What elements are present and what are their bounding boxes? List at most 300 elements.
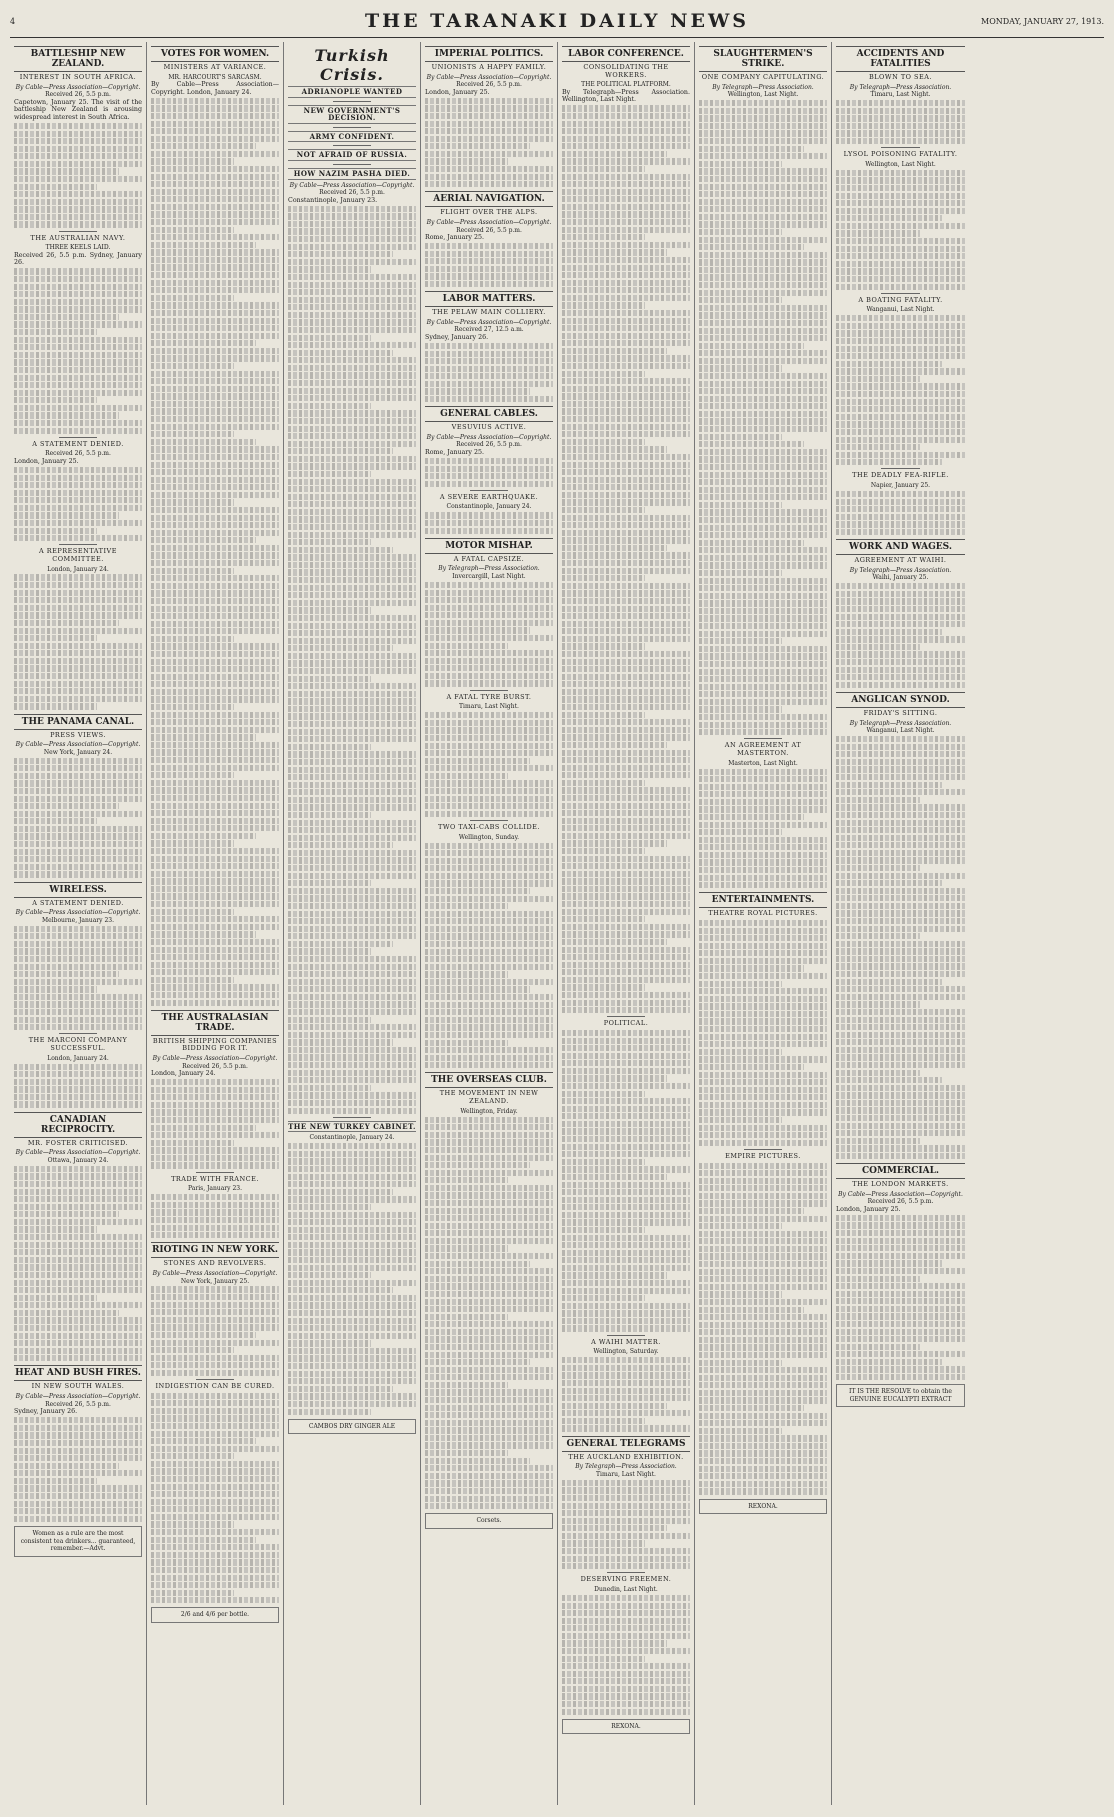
text-line [14, 1024, 142, 1030]
text-line [425, 1040, 508, 1046]
text-line [562, 1487, 690, 1493]
text-line [699, 585, 827, 591]
text-line [699, 206, 827, 212]
text-line [836, 644, 920, 650]
article-dateline: Constantinople, January 24. [309, 1134, 395, 1142]
text-line [562, 355, 690, 361]
text-line [562, 750, 690, 756]
article [425, 406, 553, 487]
text-line [288, 441, 416, 447]
article-body-lines [425, 243, 553, 287]
text-line [151, 1286, 279, 1292]
text-line [699, 184, 827, 190]
text-line [288, 509, 416, 515]
text-line [425, 1132, 553, 1138]
text-line [288, 1378, 416, 1384]
text-line [836, 361, 942, 367]
text-line [151, 196, 279, 202]
article-subheading: MR. FOSTER CRITICISED. [27, 1138, 129, 1147]
text-line [288, 213, 416, 219]
text-line [836, 1085, 965, 1091]
text-line [14, 1009, 142, 1015]
text-line [562, 151, 667, 157]
text-line [836, 383, 965, 389]
article-body-lines [14, 1064, 142, 1108]
text-line [562, 234, 645, 240]
text-line [699, 981, 782, 987]
text-line [151, 947, 279, 953]
text-line [425, 1458, 530, 1464]
text-line [425, 1208, 553, 1214]
text-line [836, 246, 965, 252]
text-line [151, 242, 256, 248]
text-line [151, 333, 279, 339]
text-line [836, 583, 965, 589]
text-line [699, 799, 827, 805]
article-subheading: HOW NAZIM PASHA DIED. [288, 168, 416, 180]
text-line [425, 1291, 553, 1297]
text-line [699, 274, 827, 280]
text-line [699, 1223, 782, 1229]
text-line [699, 1231, 827, 1237]
text-line [562, 939, 667, 945]
text-line [425, 979, 553, 985]
text-line [151, 901, 279, 907]
text-line [562, 606, 690, 612]
article-body-lines [562, 1030, 690, 1332]
article-divider [881, 468, 920, 469]
text-line [562, 1701, 690, 1707]
text-line [151, 287, 279, 293]
text-line [699, 699, 827, 705]
article-byline: By Cable—Press Association—Copyright. [426, 433, 552, 441]
text-line [151, 416, 279, 422]
text-line [288, 380, 416, 386]
text-line [699, 411, 827, 417]
text-line [425, 750, 553, 756]
text-line [836, 1153, 965, 1159]
text-line [425, 635, 553, 641]
text-line [288, 1355, 416, 1361]
text-line [151, 992, 279, 998]
text-line [562, 1128, 690, 1134]
text-line [562, 537, 690, 543]
text-line [836, 185, 965, 191]
text-line [562, 401, 690, 407]
article-subheading: TWO TAXI-CABS COLLIDE. [438, 822, 540, 831]
text-line [699, 494, 827, 500]
text-line [151, 893, 279, 899]
text-line [699, 441, 804, 447]
text-line [425, 1055, 553, 1061]
text-line [562, 181, 690, 187]
text-line [699, 1352, 827, 1358]
text-line [836, 835, 965, 841]
text-line [562, 469, 690, 475]
text-line [836, 667, 965, 673]
article-body-lines [562, 1357, 690, 1431]
article [14, 1112, 142, 1362]
text-line [836, 177, 965, 183]
article-divider [470, 690, 508, 691]
text-line [151, 515, 279, 521]
text-line [699, 852, 827, 858]
text-line [562, 318, 690, 324]
text-line [836, 193, 965, 199]
article-subheading: STONES AND REVOLVERS. [163, 1259, 267, 1268]
text-line [562, 878, 690, 884]
text-line [836, 759, 965, 765]
article [288, 127, 416, 143]
text-line [14, 818, 97, 824]
text-line [151, 98, 279, 104]
text-line [562, 1166, 690, 1172]
text-line [562, 1189, 690, 1195]
text-line [562, 1182, 690, 1188]
article [288, 1117, 416, 1415]
text-line [836, 1145, 965, 1151]
article [562, 46, 690, 1013]
article-heading: THE OVERSEAS CLUB. [425, 1072, 553, 1088]
text-line [288, 835, 416, 841]
article-text: London, January 24. [151, 1070, 216, 1078]
text-line [14, 681, 142, 687]
text-line [562, 484, 690, 490]
text-line [151, 674, 279, 680]
text-line [288, 501, 416, 507]
text-line [14, 650, 142, 656]
advertisement: Women as a rule are the most consistent tea drinkers... guaranteed, remember.—Advt. [14, 1526, 142, 1557]
article [151, 1379, 279, 1603]
text-line [562, 196, 690, 202]
text-line [14, 635, 97, 641]
text-line [562, 363, 690, 369]
text-line [562, 992, 690, 998]
text-line [288, 1009, 416, 1015]
text-line [288, 1174, 416, 1180]
text-line [151, 454, 279, 460]
text-line [288, 1386, 393, 1392]
article-divider [196, 1172, 234, 1173]
article-body-lines [14, 123, 142, 228]
text-line [151, 666, 279, 672]
text-line [562, 1548, 690, 1554]
text-line [425, 971, 508, 977]
text-line [836, 850, 965, 856]
article [151, 1172, 279, 1239]
article-byline: By Telegraph—Press Association. [849, 83, 952, 91]
article-byline: By Cable—Press Association—Copyright. [15, 1393, 141, 1401]
text-line [288, 1100, 416, 1106]
text-line [14, 841, 142, 847]
text-line [425, 1442, 553, 1448]
text-line [562, 1418, 645, 1424]
article-dateline: New York, January 25. [180, 1277, 250, 1285]
text-line [562, 803, 690, 809]
article-subheading: THE MOVEMENT IN NEW ZEALAND. [439, 1089, 539, 1106]
text-line [699, 373, 827, 379]
text-line [425, 612, 553, 618]
article-dateline: Timaru, Last Night. [870, 91, 931, 99]
text-line [836, 253, 965, 259]
text-line [151, 840, 234, 846]
text-line [699, 593, 827, 599]
text-line [699, 958, 827, 964]
article-body-lines [14, 1417, 142, 1522]
text-line [425, 843, 553, 849]
text-line [699, 1109, 827, 1115]
text-line [14, 849, 142, 855]
text-line [836, 421, 965, 427]
text-line [699, 168, 827, 174]
article [836, 293, 965, 466]
article [562, 1335, 690, 1432]
text-line [562, 386, 690, 392]
article-dateline: THE POLITICAL PLATFORM. [581, 81, 671, 89]
text-line [699, 525, 827, 531]
article-subheading: THE MARCONI COMPANY SUCCESSFUL. [28, 1036, 128, 1052]
article-text: By Telegraph—Press Association. Wellington, Last Night. [562, 88, 690, 104]
article [836, 46, 965, 144]
text-line [699, 350, 827, 356]
article-subheading: THE NEW TURKEY CABINET. [288, 1121, 416, 1131]
text-line [14, 1448, 142, 1454]
text-line [562, 727, 690, 733]
text-line [14, 467, 142, 473]
text-line [288, 365, 416, 371]
text-line [151, 1109, 279, 1115]
text-line [14, 535, 142, 541]
text-line [699, 1413, 827, 1419]
text-line [562, 1257, 690, 1263]
text-line [836, 659, 965, 665]
article-subheading: MINISTERS AT VARIANCE. [163, 63, 267, 71]
text-line [151, 886, 279, 892]
text-line [836, 223, 965, 229]
text-line [151, 1461, 279, 1467]
text-line [151, 1355, 279, 1361]
text-line [288, 418, 416, 424]
text-line [836, 979, 942, 985]
text-line [836, 614, 965, 620]
text-line [151, 560, 279, 566]
text-line [699, 691, 827, 697]
text-line [425, 1450, 508, 1456]
text-line [14, 1485, 142, 1491]
text-line [14, 1280, 142, 1286]
text-line [14, 1257, 142, 1263]
text-line [288, 289, 416, 295]
text-line [14, 284, 142, 290]
text-line [425, 796, 553, 802]
text-line [288, 1189, 393, 1195]
article-body-lines [836, 736, 965, 1159]
text-line [14, 1340, 142, 1346]
text-line [836, 414, 965, 420]
text-line [151, 340, 256, 346]
article [14, 1033, 142, 1107]
text-line [288, 282, 416, 288]
text-line [836, 1215, 965, 1221]
text-line [836, 880, 942, 886]
text-line [288, 888, 416, 894]
text-line [14, 420, 142, 426]
text-line [288, 274, 416, 280]
text-line [14, 703, 97, 709]
text-line [151, 583, 279, 589]
text-line [151, 659, 279, 665]
text-line [836, 1024, 965, 1030]
text-line [425, 850, 553, 856]
article-divider [333, 145, 371, 146]
text-line [151, 871, 279, 877]
text-line [562, 204, 690, 210]
text-line [699, 791, 827, 797]
text-line [562, 1038, 690, 1044]
text-line [288, 327, 416, 333]
text-line [699, 191, 827, 197]
text-line [14, 574, 142, 580]
article-divider [333, 1117, 371, 1118]
text-line [836, 1359, 942, 1365]
text-line [699, 396, 827, 402]
text-line [151, 1423, 279, 1429]
text-line [425, 1276, 553, 1282]
text-line [14, 1226, 97, 1232]
text-line [562, 1174, 667, 1180]
text-line [562, 598, 690, 604]
text-line [14, 276, 142, 282]
text-line [699, 1466, 827, 1472]
text-line [425, 1047, 553, 1053]
text-line [699, 237, 827, 243]
article-body-lines [425, 458, 553, 487]
text-line [14, 1325, 142, 1331]
text-line [288, 585, 416, 591]
text-line [836, 437, 965, 443]
text-line [699, 199, 827, 205]
text-line [562, 628, 690, 634]
text-line [425, 366, 553, 372]
text-line [562, 795, 690, 801]
text-line [836, 774, 965, 780]
text-line [288, 1272, 371, 1278]
text-line [14, 826, 142, 832]
text-line [14, 971, 119, 977]
text-line [151, 1225, 279, 1231]
text-line [562, 1510, 690, 1516]
text-line [288, 1287, 393, 1293]
article-subheading: POLITICAL. [603, 1019, 649, 1028]
text-line [14, 1204, 142, 1210]
text-line [288, 1196, 416, 1202]
text-line [699, 267, 827, 273]
text-line [425, 650, 553, 656]
text-line [151, 507, 279, 513]
text-line [425, 1336, 553, 1342]
text-line [288, 782, 416, 788]
text-line [151, 1309, 279, 1315]
text-line [836, 391, 965, 397]
text-line [151, 492, 279, 498]
text-line [562, 1250, 690, 1256]
text-line [151, 545, 279, 551]
text-line [14, 397, 97, 403]
article-dateline: Dunedin, Last Night. [594, 1585, 658, 1593]
text-line [288, 1032, 416, 1038]
text-line [425, 1162, 530, 1168]
text-line [562, 1380, 690, 1386]
text-line [836, 926, 965, 932]
text-line [14, 926, 142, 932]
text-line [425, 1435, 553, 1441]
text-line [14, 620, 119, 626]
text-line [288, 1151, 416, 1157]
text-line [562, 1075, 667, 1081]
text-line [151, 1332, 256, 1338]
text-line [836, 315, 965, 321]
article-dateline: Received 26, 5.5 p.m. [45, 450, 111, 458]
article [288, 145, 416, 161]
text-line [425, 743, 553, 749]
text-line [425, 994, 553, 1000]
text-line [14, 1478, 97, 1484]
text-line [288, 1092, 416, 1098]
text-line [836, 1306, 965, 1312]
text-line [699, 502, 782, 508]
text-line [151, 590, 279, 596]
article-subheading: TRADE WITH FRANCE. [171, 1174, 259, 1183]
column-3 [284, 42, 421, 1805]
text-line [836, 346, 965, 352]
text-line [425, 1503, 553, 1509]
text-line [562, 287, 690, 293]
text-line [699, 418, 827, 424]
text-line [562, 1671, 690, 1677]
article-subheading: BLOWN TO SEA. [868, 73, 933, 81]
text-line [288, 1143, 416, 1149]
article-dateline: Received 27, 12.5 a.m. [454, 326, 524, 334]
article-divider [59, 1033, 97, 1034]
text-line [151, 931, 256, 937]
text-line [288, 713, 416, 719]
text-line [699, 1246, 827, 1252]
text-line [288, 729, 416, 735]
text-line [425, 933, 553, 939]
text-line [699, 661, 827, 667]
text-line [836, 1238, 965, 1244]
text-line [562, 674, 690, 680]
text-line [288, 554, 416, 560]
article-divider [59, 544, 97, 545]
text-line [562, 787, 690, 793]
text-line [288, 1227, 416, 1233]
article-subheading: A STATEMENT DENIED. [32, 439, 124, 448]
text-line [836, 100, 965, 106]
text-line [562, 742, 667, 748]
text-line [425, 658, 553, 664]
text-line [151, 371, 279, 377]
text-line [288, 736, 416, 742]
article [14, 437, 142, 542]
text-line [151, 969, 279, 975]
text-line [14, 1516, 142, 1522]
text-line [699, 252, 827, 258]
text-line [288, 751, 416, 757]
article-heading: SLAUGHTERMEN'S STRIKE. [699, 46, 827, 72]
text-line [562, 977, 690, 983]
text-line [425, 166, 553, 172]
